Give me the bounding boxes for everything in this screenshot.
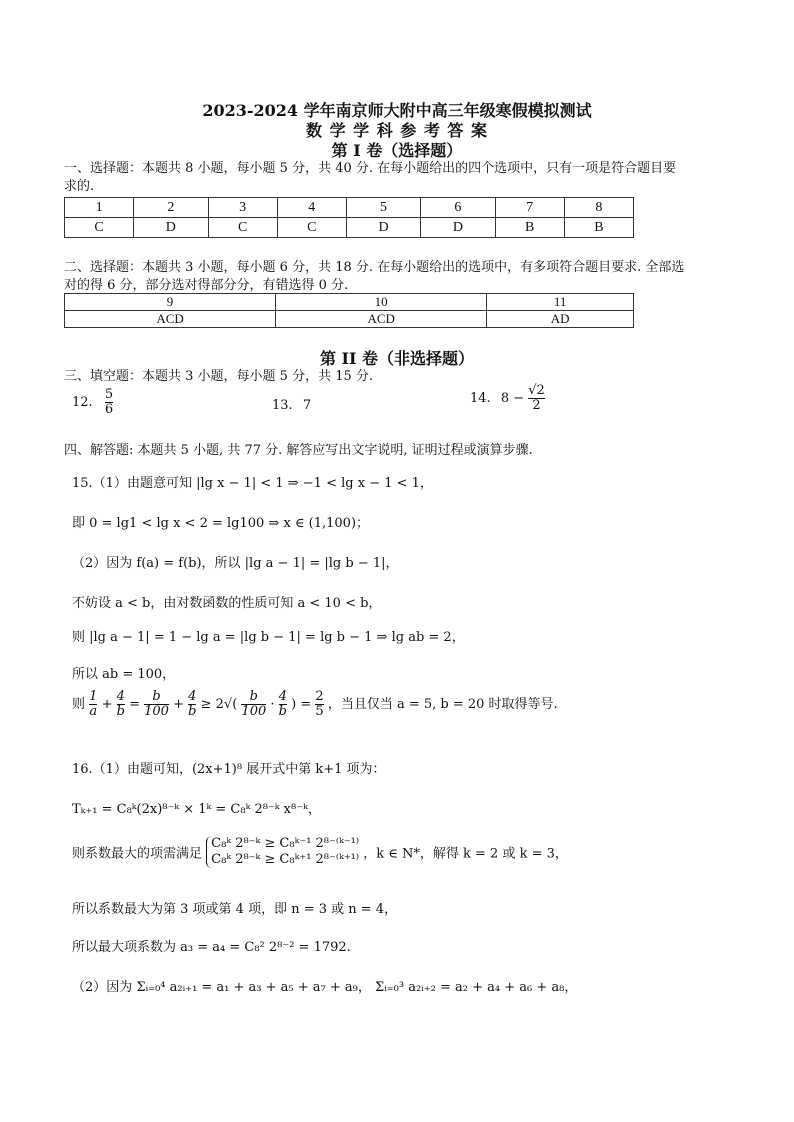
text: ，k ∈ N*，解得 k = 2 或 k = 3，: [363, 846, 568, 862]
table-cell: 7: [495, 198, 564, 218]
q15-line2: 即 0 = lg1 < lg x < 2 = lg100 ⇒ x ∈ (1,100)；: [72, 516, 370, 531]
table-cell: ACD: [65, 311, 276, 328]
denominator: a: [89, 704, 98, 719]
numerator: 4: [116, 689, 125, 704]
fraction: [89, 690, 97, 719]
text: ·: [270, 697, 275, 712]
denominator: b: [188, 704, 197, 719]
table-cell: C: [208, 218, 277, 238]
table-cell: ACD: [276, 311, 487, 328]
fraction: [315, 690, 323, 719]
table-cell: 4: [277, 198, 346, 218]
table-cell: D: [346, 218, 420, 238]
table-cell: 9: [65, 294, 276, 311]
denominator: b: [278, 704, 287, 719]
q14-label: 14.: [470, 391, 491, 406]
denominator: 6: [104, 402, 114, 417]
answer-14: [470, 384, 545, 413]
text: =: [129, 697, 140, 712]
q12-fraction: [105, 388, 113, 417]
fraction: [144, 690, 169, 719]
table-cell: D: [421, 218, 495, 238]
table-cell: AD: [487, 311, 634, 328]
numerator: b: [249, 689, 258, 704]
part-two-heading: 第 II 卷（非选择题）: [319, 349, 475, 368]
fraction: [241, 690, 266, 719]
table-cell: B: [564, 218, 633, 238]
q14-fraction: [528, 384, 545, 413]
table-cell: D: [134, 218, 208, 238]
numerator: 4: [188, 689, 197, 704]
q16-line6: （2）因为 Σᵢ₌₀⁴ a₂ᵢ₊₁ = a₁ + a₃ + a₅ + a₇ + a₉， Σᵢ₌₀³ a₂ᵢ₊₂ = a₂ + a₄ + a₆ + a₈，: [72, 980, 578, 995]
text: +: [173, 697, 185, 712]
document-subtitle: 数 学 学 科 参 考 答 案: [306, 121, 488, 140]
q12-label: 12.: [72, 395, 93, 410]
text: ) =: [291, 697, 312, 712]
numerator: b: [152, 689, 161, 704]
numerator: √2: [528, 383, 545, 398]
numerator: 1: [89, 689, 98, 704]
section1-answer-table: [64, 197, 634, 238]
table-cell: 5: [346, 198, 420, 218]
fraction: [279, 690, 287, 719]
answer-12: [72, 388, 113, 417]
denominator: b: [116, 704, 125, 719]
section1-instruction-line1: 一、选择题：本题共 8 小题，每小题 5 分，共 40 分. 在每小题给出的四个选项中，只有一项是符合题目要: [64, 161, 677, 176]
q15-line1: 15.（1）由题意可知 |lg x − 1| < 1 ⇒ −1 < lg x − 1 < 1，: [72, 476, 433, 491]
fraction: [188, 690, 196, 719]
section3-instruction: 三、填空题：本题共 3 小题，每小题 5 分，共 15 分.: [64, 369, 374, 384]
q14-prefix: 8 −: [500, 391, 525, 406]
q13-label: 13.: [272, 398, 293, 413]
table-cell: C: [65, 218, 134, 238]
numerator: 4: [278, 689, 287, 704]
denominator: 2: [528, 398, 545, 413]
q15-line4: 不妨设 a < b，由对数函数的性质可知 a < 10 < b，: [72, 596, 382, 611]
table-cell: 10: [276, 294, 487, 311]
section2-answer-table: [64, 293, 634, 328]
table-cell: B: [495, 218, 564, 238]
table-cell: 8: [564, 198, 633, 218]
part-one-heading: 第 I 卷（选择题）: [331, 141, 463, 160]
table-cell: 11: [487, 294, 634, 311]
table-cell: 6: [421, 198, 495, 218]
q16-line1: 16.（1）由题可知，(2x+1)⁸ 展开式中第 k+1 项为：: [72, 762, 386, 777]
table-cell: 3: [208, 198, 277, 218]
q13-value: 7: [302, 398, 312, 413]
q16-line3: [72, 836, 568, 868]
table-cell: 1: [65, 198, 134, 218]
q16-line5: 所以最大项系数为 a₃ = a₄ = C₈² 2⁸⁻² = 1792.: [72, 940, 351, 955]
system-row: C₈ᵏ 2⁸⁻ᵏ ≥ C₈ᵏ⁻¹ 2⁸⁻⁽ᵏ⁻¹⁾: [211, 836, 360, 851]
text: 则系数最大的项需满足: [72, 846, 203, 862]
denominator: 5: [315, 704, 324, 719]
text: 则: [72, 697, 86, 712]
fraction: [117, 690, 125, 719]
text: +: [101, 697, 113, 712]
document-title: 2023-2024 学年南京师大附中高三年级寒假模拟测试: [202, 101, 592, 120]
q15-line6: 所以 ab = 100，: [72, 667, 176, 682]
table-cell: C: [277, 218, 346, 238]
section2-instruction-line2: 对的得 6 分，部分选对得部分分，有错选得 0 分.: [64, 278, 349, 293]
section1-instruction-line2: 求的.: [64, 179, 95, 194]
section2-instruction-line1: 二、选择题：本题共 3 小题，每小题 6 分，共 18 分. 在每小题给出的选项中，有多项符合题目要求. 全部选: [64, 260, 685, 275]
q16-line2: Tₖ₊₁ = C₈ᵏ(2x)⁸⁻ᵏ × 1ᵏ = C₈ᵏ 2⁸⁻ᵏ x⁸⁻ᵏ，: [72, 802, 321, 817]
section4-instruction: 四、解答题: 本题共 5 小题, 共 77 分. 解答应写出文字说明, 证明过程或演算步骤.: [64, 443, 533, 458]
q15-line5: 则 |lg a − 1| = 1 − lg a = |lg b − 1| = lg b − 1 ⇒ lg ab = 2，: [72, 630, 465, 645]
system-row: C₈ᵏ 2⁸⁻ᵏ ≥ C₈ᵏ⁺¹ 2⁸⁻⁽ᵏ⁺¹⁾: [211, 852, 360, 867]
text: ≥ 2√(: [200, 697, 238, 712]
q15-line3: （2）因为 f(a) = f(b)，所以 |lg a − 1| = |lg b − 1|，: [72, 556, 399, 571]
inequality-system: [206, 836, 359, 868]
denominator: 100: [144, 704, 169, 719]
q16-line4: 所以系数最大为第 3 项或第 4 项，即 n = 3 或 n = 4，: [72, 902, 398, 917]
q15-line7: [72, 690, 558, 719]
numerator: 2: [315, 689, 324, 704]
denominator: 100: [241, 704, 267, 719]
table-cell: 2: [134, 198, 208, 218]
numerator: 5: [104, 387, 114, 402]
text: ，当且仅当 a = 5, b = 20 时取得等号.: [327, 697, 558, 712]
answer-13: [272, 398, 311, 413]
